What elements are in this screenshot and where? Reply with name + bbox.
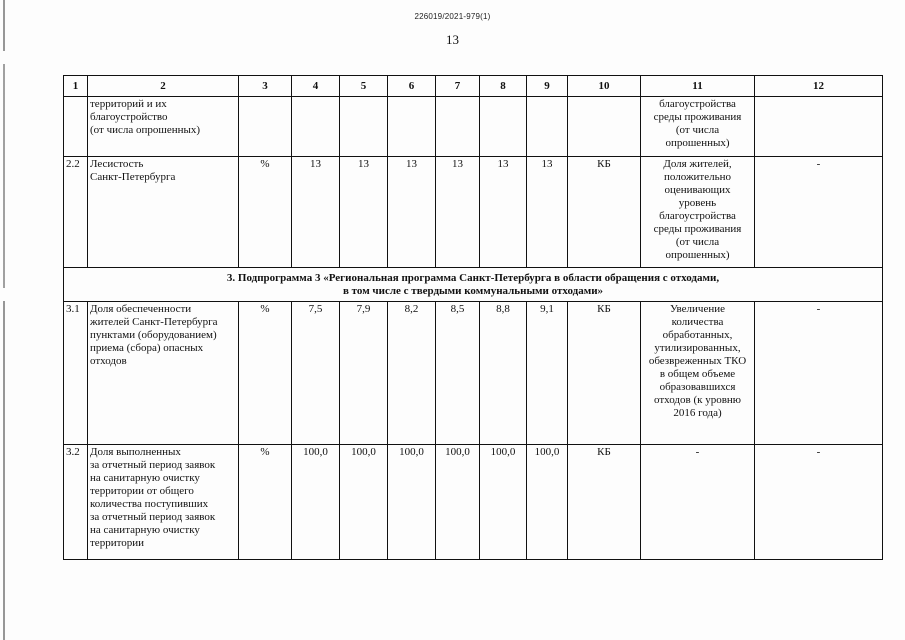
value-cell <box>480 97 527 157</box>
indicator-name: территорий и их благоустройство (от числа опрошенных) <box>88 97 239 157</box>
value-cell: 13 <box>436 157 480 268</box>
value-cell: 13 <box>480 157 527 268</box>
value-cell <box>527 97 568 157</box>
section-heading-row <box>64 268 883 302</box>
column-header: 12 <box>755 76 883 97</box>
source-cell: КБ <box>568 302 641 445</box>
column-header: 2 <box>88 76 239 97</box>
value-cell: 100,0 <box>292 445 340 560</box>
source-cell <box>568 97 641 157</box>
indicators-table <box>63 75 883 560</box>
column-header: 5 <box>340 76 388 97</box>
value-cell: 8,2 <box>388 302 436 445</box>
value-cell: 100,0 <box>388 445 436 560</box>
column-header: 10 <box>568 76 641 97</box>
indicator-name: Лесистость Санкт-Петербурга <box>88 157 239 268</box>
document-id: 226019/2021-979(1) <box>414 12 491 21</box>
value-cell: 8,5 <box>436 302 480 445</box>
value-cell: 13 <box>527 157 568 268</box>
value-cell: 9,1 <box>527 302 568 445</box>
source-cell: КБ <box>568 445 641 560</box>
value-cell: 7,9 <box>340 302 388 445</box>
table-row <box>64 97 883 157</box>
result-cell: Увеличение количества обработанных, утилизированных, обезвреженных ТКО в общем объеме образовавшихся отходов (к уровню 2016 года) <box>641 302 755 445</box>
value-cell: 8,8 <box>480 302 527 445</box>
column-number-row <box>64 76 883 97</box>
scan-edge-mark <box>3 0 5 640</box>
row-number: 3.1 <box>64 302 88 445</box>
table-row <box>64 157 883 268</box>
indicator-name: Доля обеспеченности жителей Санкт-Петербурга пунктами (оборудованием) приема (сбора) опасных отходов <box>88 302 239 445</box>
column-header: 4 <box>292 76 340 97</box>
section-heading <box>64 268 883 302</box>
note-cell: - <box>755 445 883 560</box>
value-cell: 13 <box>292 157 340 268</box>
value-cell: 100,0 <box>480 445 527 560</box>
value-cell: 13 <box>388 157 436 268</box>
value-cell: 13 <box>340 157 388 268</box>
value-cell <box>436 97 480 157</box>
page-number: 13 <box>446 32 459 47</box>
note-cell: - <box>755 302 883 445</box>
column-header: 1 <box>64 76 88 97</box>
column-header: 7 <box>436 76 480 97</box>
note-cell <box>755 97 883 157</box>
row-number <box>64 97 88 157</box>
unit-cell: % <box>239 445 292 560</box>
unit-cell <box>239 97 292 157</box>
value-cell <box>388 97 436 157</box>
table-row <box>64 302 883 445</box>
unit-cell: % <box>239 157 292 268</box>
source-cell: КБ <box>568 157 641 268</box>
section-heading-line: в том числе с твердыми коммунальными отходами» <box>342 284 604 297</box>
table-row <box>64 445 883 560</box>
value-cell: 7,5 <box>292 302 340 445</box>
value-cell: 100,0 <box>340 445 388 560</box>
indicator-name: Доля выполненных за отчетный период заявок на санитарную очистку территории от общего количества поступивших за отчетный период заявок на санитарную очистку территории <box>88 445 239 560</box>
result-cell: Доля жителей, положительно оценивающих уровень благоустройства среды проживания (от числа опрошенных) <box>641 157 755 268</box>
section-heading-line: 3. Подпрограмма 3 «Региональная программа Санкт-Петербурга в области обращения с отходами, <box>226 271 720 284</box>
value-cell: 100,0 <box>436 445 480 560</box>
column-header: 8 <box>480 76 527 97</box>
column-header: 3 <box>239 76 292 97</box>
column-header: 9 <box>527 76 568 97</box>
row-number: 2.2 <box>64 157 88 268</box>
column-header: 11 <box>641 76 755 97</box>
unit-cell: % <box>239 302 292 445</box>
value-cell <box>292 97 340 157</box>
value-cell <box>340 97 388 157</box>
value-cell: 100,0 <box>527 445 568 560</box>
result-cell: - <box>641 445 755 560</box>
column-header: 6 <box>388 76 436 97</box>
result-cell: благоустройства среды проживания (от числа опрошенных) <box>641 97 755 157</box>
note-cell: - <box>755 157 883 268</box>
row-number: 3.2 <box>64 445 88 560</box>
